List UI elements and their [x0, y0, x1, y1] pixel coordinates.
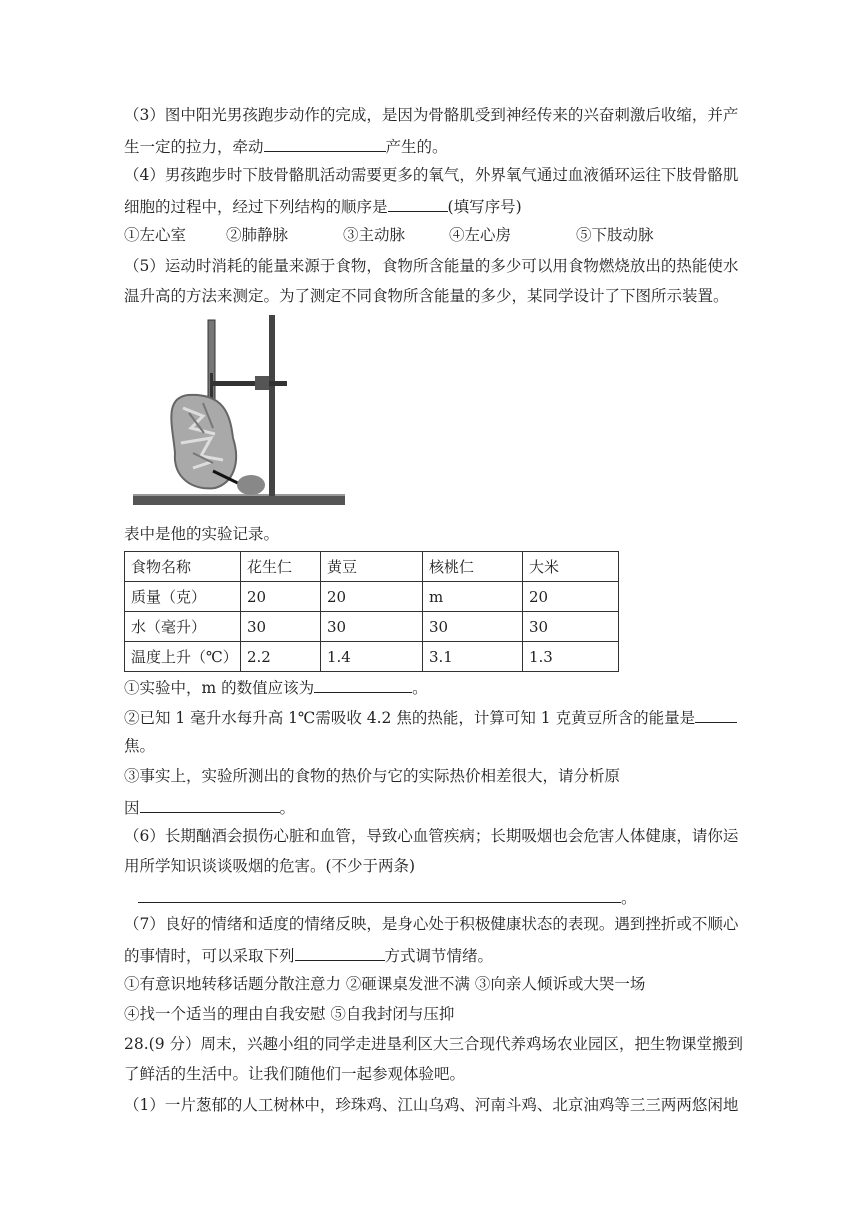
table-cell: 20 — [523, 582, 619, 612]
table-cell: 30 — [321, 612, 423, 642]
q7-suffix: 方式调节情绪。 — [384, 947, 494, 965]
q3-suffix: 产生的。 — [385, 138, 448, 156]
table-cell: 30 — [523, 612, 619, 642]
answer-blank[interactable] — [138, 886, 621, 903]
q5-s3-line1: ③事实上，实验所测出的食物的热价与它的实际热价相差很大，请分析原 — [124, 767, 621, 785]
q7-prefix: 的事情时，可以采取下列 — [124, 947, 295, 965]
q5-s3-line2 — [124, 796, 295, 818]
s1-prefix: ①实验中，m 的数值应该为 — [124, 679, 315, 697]
table-cell: 20 — [241, 582, 321, 612]
answer-blank[interactable] — [314, 676, 412, 693]
s3-suffix: 。 — [279, 799, 296, 817]
q5-s2 — [124, 706, 737, 728]
q6-line3 — [124, 886, 637, 908]
s2-prefix: ②已知 1 毫升水每升高 1℃需吸收 4.2 焦的热能，计算可知 1 克黄豆所含的能量是 — [124, 709, 696, 727]
q6-line2: 用所学知识谈谈吸烟的危害。(不少于两条) — [124, 857, 416, 875]
answer-blank[interactable] — [388, 195, 448, 212]
experiment-table — [124, 551, 619, 672]
answer-blank[interactable] — [140, 796, 280, 813]
table-row — [125, 642, 619, 672]
table-cell: 黄豆 — [321, 552, 423, 582]
experiment-apparatus-image — [133, 313, 349, 509]
q4-options — [124, 225, 654, 245]
answer-blank[interactable] — [264, 135, 386, 152]
table-row — [125, 552, 619, 582]
s3-prefix: 因 — [124, 799, 140, 817]
q4-line2 — [124, 195, 522, 217]
q4-line1: （4）男孩跑步时下肢骨骼肌活动需要更多的氧气，外界氧气通过血液循环运往下肢骨骼肌 — [124, 166, 739, 184]
table-cell: 水（毫升） — [125, 612, 241, 642]
q28-line3: （1）一片葱郁的人工树林中，珍珠鸡、江山乌鸡、河南斗鸡、北京油鸡等三三两两悠闲地 — [124, 1096, 739, 1114]
q4-prefix: 细胞的过程中，经过下列结构的顺序是 — [124, 198, 388, 216]
table-cell: 2.2 — [241, 642, 321, 672]
table-cell: 1.3 — [523, 642, 619, 672]
option: ②肺静脉 — [226, 226, 289, 244]
q6-suffix: 。 — [621, 889, 637, 907]
q5-s1 — [124, 676, 428, 698]
table-row — [125, 582, 619, 612]
option: ⑤下肢动脉 — [576, 226, 654, 244]
q7-line2 — [124, 944, 493, 966]
table-cell: m — [423, 582, 523, 612]
q3-prefix: 生一定的拉力，牵动 — [124, 138, 264, 156]
table-cell: 30 — [241, 612, 321, 642]
q28-line2: 了鲜活的生活中。让我们随他们一起参观体验吧。 — [124, 1065, 466, 1083]
q5-s2-line2: 焦。 — [124, 737, 156, 755]
table-cell: 食物名称 — [125, 552, 241, 582]
table-cell: 1.4 — [321, 642, 423, 672]
q3-line2 — [124, 135, 448, 157]
table-row — [125, 612, 619, 642]
q3-line1: （3）图中阳光男孩跑步动作的完成，是因为骨骼肌受到神经传来的兴奋刺激后收缩，并产 — [124, 106, 739, 124]
table-cell: 大米 — [523, 552, 619, 582]
q6-line1: （6）长期酗酒会损伤心脏和血管，导致心血管疾病；长期吸烟也会危害人体健康，请你运 — [124, 827, 739, 845]
table-cell: 质量（克） — [125, 582, 241, 612]
q28-line1: 28.(9 分）周末，兴趣小组的同学走进垦利区大三合现代养鸡场农业园区，把生物课堂搬到 — [124, 1035, 743, 1053]
q7-options-1: ①有意识地转移话题分散注意力 ②砸课桌发泄不满 ③向亲人倾诉或大哭一场 — [124, 975, 646, 993]
option: ④左心房 — [449, 226, 512, 244]
table-cell: 3.1 — [423, 642, 523, 672]
q7-line1: （7）良好的情绪和适度的情绪反映，是身心处于积极健康状态的表现。遇到挫折或不顺心 — [124, 915, 739, 933]
option: ③主动脉 — [343, 226, 406, 244]
q5-line1: （5）运动时消耗的能量来源于食物，食物所含能量的多少可以用食物燃烧放出的热能使水 — [124, 257, 739, 275]
table-intro: 表中是他的实验记录。 — [124, 525, 280, 543]
table-cell: 花生仁 — [241, 552, 321, 582]
answer-blank[interactable] — [295, 944, 385, 961]
table-cell: 30 — [423, 612, 523, 642]
answer-blank[interactable] — [695, 706, 737, 723]
s1-suffix: 。 — [412, 679, 428, 697]
table-cell: 20 — [321, 582, 423, 612]
q4-suffix: (填写序号) — [447, 198, 522, 216]
table-cell: 核桃仁 — [423, 552, 523, 582]
q5-line2: 温升高的方法来测定。为了测定不同食物所含能量的多少，某同学设计了下图所示装置。 — [124, 287, 729, 305]
q7-options-2: ④找一个适当的理由自我安慰 ⑤自我封闭与压抑 — [124, 1005, 455, 1023]
table-cell: 温度上升（℃） — [125, 642, 241, 672]
option: ①左心室 — [124, 226, 187, 244]
